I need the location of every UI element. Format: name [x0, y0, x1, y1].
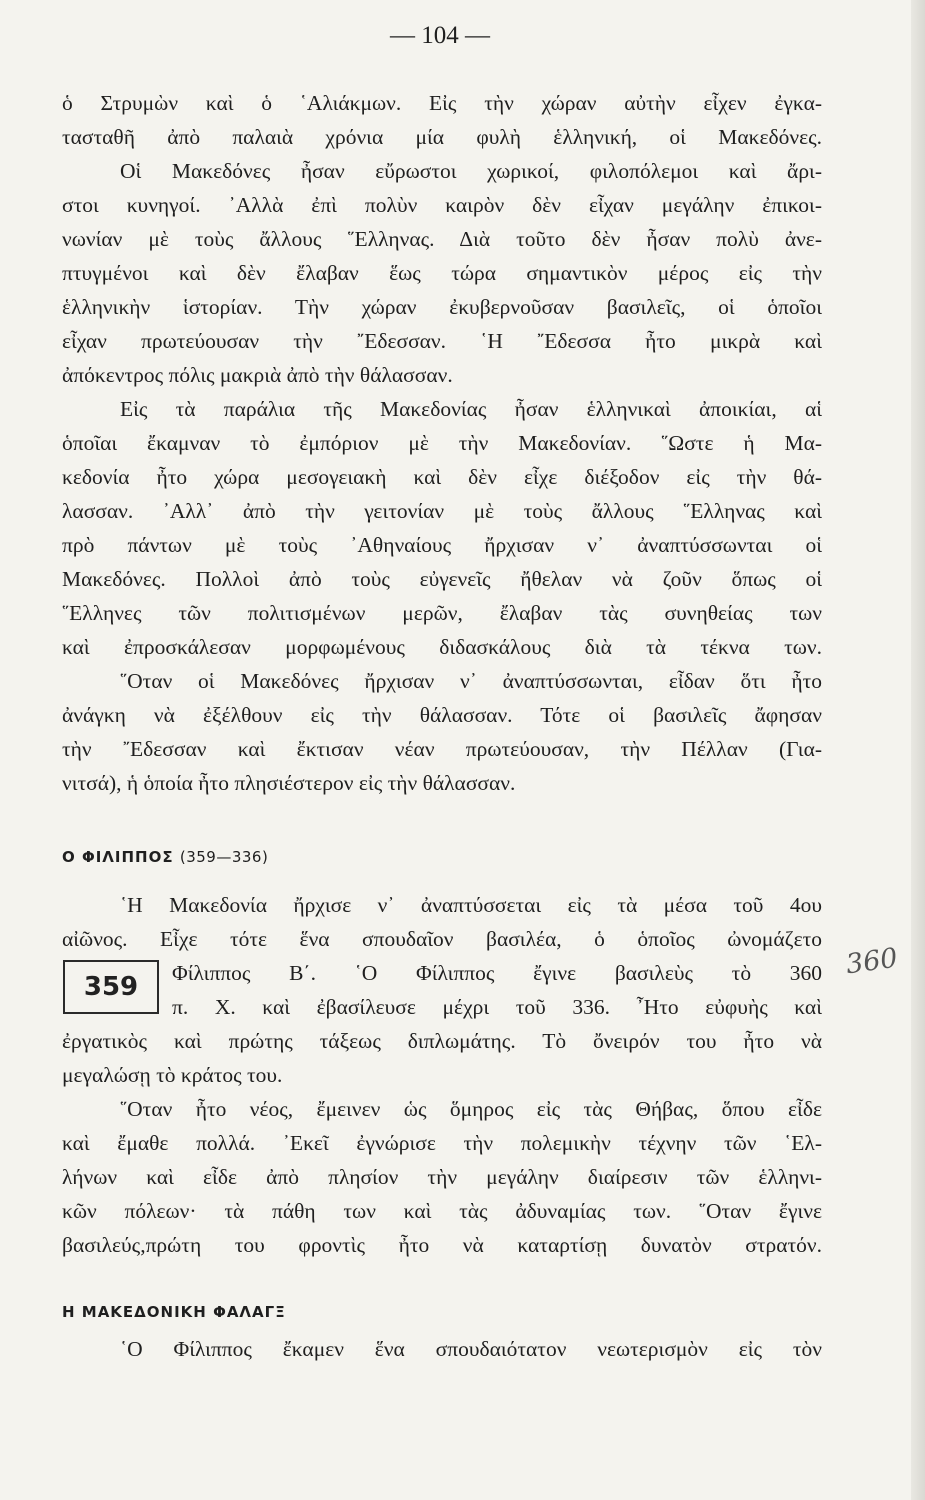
paragraph-3	[62, 664, 822, 800]
text-line: ῞Ελληνες τῶν πολιτισμένων μερῶν, ἔλαβαν τὰς συνηθείας των	[62, 601, 822, 625]
year-margin-box: 359	[63, 960, 159, 1014]
text-line: ῞Οταν οἱ Μακεδόνες ἤρχισαν ν᾿ ἀναπτύσσωνται, εἶδαν ὅτι ἦτο	[120, 669, 822, 693]
text-line: βασιλεύς,πρώτη του φροντὶς ἦτο νὰ καταρτίσῃ δυνατὸν στρατόν.	[62, 1233, 822, 1257]
heading-years: (359—336)	[179, 848, 269, 866]
text-line: Φίλιππος Β΄. ῾Ο Φίλιππος ἔγινε βασιλεὺς τὸ 360	[172, 961, 822, 985]
text-line: λασσαν. ᾿Αλλ᾿ ἀπὸ τὴν γειτονίαν μὲ τοὺς ἄλλους ῞Ελληνας καὶ	[62, 499, 822, 523]
section-heading-philip	[62, 848, 268, 866]
text-line: ἐργατικὸς καὶ πρώτης τάξεως διπλωμάτης. Τὸ ὄνειρόν του ἦτο νὰ	[62, 1029, 822, 1053]
text-line: ἀνάγκη νὰ ἐξέλθουν εἰς τὴν θάλασσαν. Τότε οἱ βασιλεῖς ἄφησαν	[62, 703, 822, 727]
heading-title: Ο ΦΙΛΙΠΠΟΣ	[62, 848, 174, 866]
paragraph-2	[62, 392, 822, 664]
paragraph-5	[62, 1092, 822, 1262]
text-line: στοι κυνηγοί. ᾿Αλλὰ ἐπὶ πολὺν καιρὸν δὲν εἶχαν μεγάλην ἐπικοι-	[62, 193, 822, 217]
text-line: Μακεδόνες. Πολλοὶ ἀπὸ τοὺς εὐγενεῖς ἤθελαν νὰ ζοῦν ὅπως οἱ	[62, 567, 822, 591]
text-line: κῶν πόλεων· τὰ πάθη των καὶ τὰς ἀδυναμίας των. ῞Οταν ἔγινε	[62, 1199, 822, 1223]
text-line: κεδονία ἦτο χώρα μεσογειακὴ καὶ δὲν εἶχε διέξοδον εἰς τὴν θά-	[62, 465, 822, 489]
text-line: ὁποῖαι ἔκαμναν τὸ ἐμπόριον μὲ τὴν Μακεδονίαν. ῞Ωστε ἡ Μα-	[62, 431, 822, 455]
text-line: εἶχαν πρωτεύουσαν τὴν ῎Εδεσσαν. ῾Η ῎Εδεσσα ἦτο μικρὰ καὶ	[62, 329, 822, 353]
text-line: τασταθῆ ἀπὸ παλαιὰ χρόνια μία φυλὴ ἑλληνική, οἱ Μακεδόνες.	[62, 125, 822, 149]
text-line: νιτσά), ἡ ὁποία ἦτο πλησιέστερον εἰς τὴν θάλασσαν.	[62, 771, 516, 795]
text-line: Εἰς τὰ παράλια τῆς Μακεδονίας ἦσαν ἑλληνικαὶ ἀποικίαι, αἱ	[120, 397, 822, 421]
text-line: Οἱ Μακεδόνες ἦσαν εὔρωστοι χωρικοί, φιλοπόλεμοι καὶ ἄρι-	[120, 159, 822, 183]
heading-title: Η ΜΑΚΕΔΟΝΙΚΗ ΦΑΛΑΓΞ	[62, 1303, 286, 1321]
text-line: καὶ ἔμαθε πολλά. ᾿Εκεῖ ἐγνώρισε τὴν πολεμικὴν τέχνην τῶν ῾Ελ-	[62, 1131, 822, 1155]
text-line: νωνίαν μὲ τοὺς ἄλλους ῞Ελληνας. Διὰ τοῦτο δὲν ἦσαν πολὺ ἀνε-	[62, 227, 822, 251]
text-line: ἑλληνικὴν ἱστορίαν. Τὴν χώραν ἐκυβερνοῦσαν βασιλεῖς, οἱ ὁποῖοι	[62, 295, 822, 319]
paragraph-4	[62, 888, 822, 1092]
paragraph-1	[62, 86, 822, 392]
text-line: ἀπόκεντρος πόλις μακριὰ ἀπὸ τὴν θάλασσαν.	[62, 363, 453, 387]
text-line: πρὸ πάντων μὲ τοὺς ᾿Αθηναίους ἤρχισαν ν᾿ ἀναπτύσσωνται οἱ	[62, 533, 822, 557]
paragraph-6	[62, 1332, 822, 1366]
page-edge-shadow	[911, 0, 925, 1500]
text-line: καὶ ἐπροσκάλεσαν μορφωμένους διδασκάλους διὰ τὰ τέκνα των.	[62, 635, 822, 659]
text-line: ῾Ο Φίλιππος ἔκαμεν ἕνα σπουδαιότατον νεωτερισμὸν εἰς τὸν	[120, 1337, 822, 1361]
text-line: μεγαλώσῃ τὸ κράτος του.	[62, 1063, 283, 1087]
text-line: ῞Οταν ἦτο νέος, ἔμεινεν ὡς ὅμηρος εἰς τὰς Θήβας, ὅπου εἶδε	[120, 1097, 822, 1121]
page-number: — 104 —	[390, 22, 490, 49]
text-line: ὁ Στρυμὼν καὶ ὁ ῾Αλιάκμων. Εἰς τὴν χώραν αὐτὴν εἶχεν ἐγκα-	[62, 91, 822, 115]
text-line: πτυγμένοι καὶ δὲν ἔλαβαν ἕως τώρα σημαντικὸν μέρος εἰς τὴν	[62, 261, 822, 285]
handwritten-note: 360	[844, 942, 900, 981]
text-line: τὴν ῎Εδεσσαν καὶ ἔκτισαν νέαν πρωτεύουσαν, τὴν Πέλλαν (Για-	[62, 737, 822, 761]
text-line: αἰῶνος. Εἶχε τότε ἕνα σπουδαῖον βασιλέα, ὁ ὁποῖος ὠνομάζετο	[62, 927, 822, 951]
text-line: ῾Η Μακεδονία ἤρχισε ν᾿ ἀναπτύσσεται εἰς τὰ μέσα τοῦ 4ου	[120, 893, 822, 917]
section-heading-phalanx	[62, 1303, 286, 1321]
text-line: λήνων καὶ εἶδε ἀπὸ πλησίον τὴν μεγάλην διαίρεσιν τῶν ἑλληνι-	[62, 1165, 822, 1189]
text-line: π. Χ. καὶ ἐβασίλευσε μέχρι τοῦ 336. ῏Ητο εὐφυὴς καὶ	[172, 995, 822, 1019]
